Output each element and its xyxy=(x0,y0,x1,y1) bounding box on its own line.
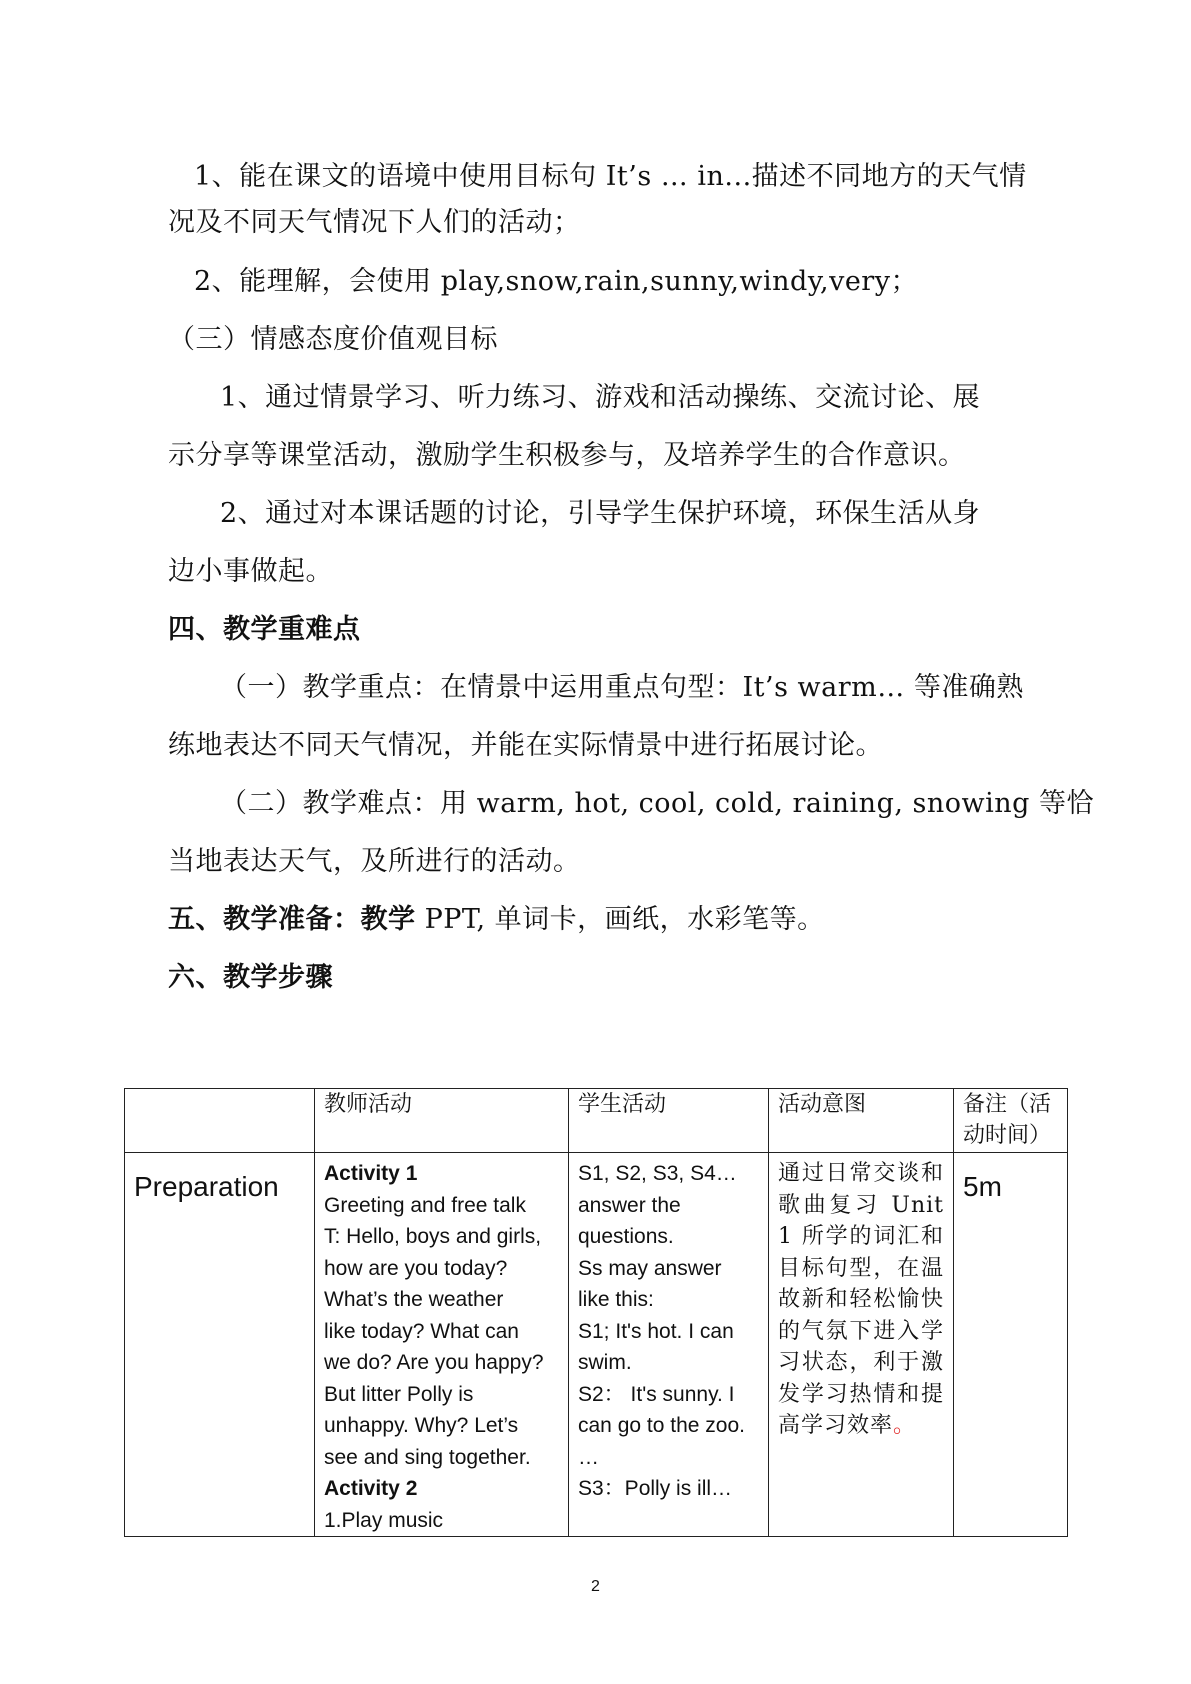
student-line: S1; It's hot. I can xyxy=(578,1319,734,1343)
objective-line-1: 1、能在课文的语境中使用目标句 It’s … in...描述不同地方的天气情 xyxy=(194,161,1027,192)
difficulty-line-2: 当地表达天气，及所进行的活动。 xyxy=(168,846,581,877)
emotion-line-4: 边小事做起。 xyxy=(168,556,333,587)
activity-time: 5m xyxy=(963,1171,1002,1202)
key-point-line-2: 练地表达不同天气情况，并能在实际情景中进行拓展讨论。 xyxy=(168,730,883,761)
section-heading-emotion: （三）情感态度价值观目标 xyxy=(168,324,498,355)
teacher-line: how are you today? xyxy=(324,1256,508,1280)
heading-preparation xyxy=(168,900,825,940)
emotion-line-2: 示分享等课堂活动，激励学生积极参与，及培养学生的合作意识。 xyxy=(168,440,966,471)
purpose-text xyxy=(778,1158,944,1442)
emotion-line-3: 2、通过对本课话题的讨论，引导学生保护环境，环保生活从身 xyxy=(220,498,981,529)
activity-2-title: Activity 2 xyxy=(324,1477,418,1500)
student-line: … xyxy=(578,1445,599,1469)
time-cell xyxy=(954,1153,1068,1537)
student-line: S3：Polly is ill… xyxy=(578,1477,733,1500)
teacher-line: Greeting and free talk xyxy=(324,1193,526,1217)
stage-cell xyxy=(125,1153,315,1537)
stage-name: Preparation xyxy=(134,1171,279,1202)
preparation-bold-word: 教学 xyxy=(360,904,416,935)
teacher-line: What’s the weather xyxy=(324,1288,504,1311)
teacher-line: see and sing together. xyxy=(324,1445,531,1469)
teacher-line: we do? Are you happy? xyxy=(324,1351,544,1374)
teacher-line: unhappy. Why? Let’s xyxy=(324,1414,519,1437)
header-notes-time: 备注（活动时间） xyxy=(954,1089,1068,1153)
teacher-activity-cell xyxy=(315,1153,569,1537)
page-number: 2 xyxy=(591,1578,600,1595)
heading-key-points: 四、教学重难点 xyxy=(168,614,361,645)
student-activity-cell xyxy=(569,1153,769,1537)
header-activity-purpose: 活动意图 xyxy=(769,1089,954,1153)
teaching-steps-table xyxy=(124,1088,1068,1537)
student-line: like this: xyxy=(578,1288,654,1311)
emotion-line-1: 1、通过情景学习、听力练习、游戏和活动操练、交流讨论、展 xyxy=(220,382,981,413)
teacher-line: T: Hello, boys and girls, xyxy=(324,1225,542,1248)
student-line: questions. xyxy=(578,1225,674,1248)
teacher-line: But litter Polly is xyxy=(324,1382,474,1406)
student-line: S2： It's sunny. I xyxy=(578,1382,735,1406)
purpose-body: 通过日常交谈和歌曲复习 Unit 1 所学的词汇和目标句型，在温故新和轻松愉快的气氛下进入学习状态，利于激发学习热情和提高学习效率 xyxy=(778,1161,944,1438)
header-student-activity: 学生活动 xyxy=(569,1089,769,1153)
activity-purpose-cell xyxy=(769,1153,954,1537)
objective-line-3: 2、能理解，会使用 play,snow,rain,sunny,windy,very； xyxy=(194,266,918,297)
teacher-line: like today? What can xyxy=(324,1319,519,1343)
table-header-row xyxy=(125,1089,1068,1153)
objective-line-2: 况及不同天气情况下人们的活动； xyxy=(168,207,581,238)
heading-steps: 六、教学步骤 xyxy=(168,962,333,993)
difficulty-line-1: （二）教学难点：用 warm, hot, cool, cold, raining, snowing 等恰 xyxy=(220,788,1095,819)
student-line: can go to the zoo. xyxy=(578,1414,745,1437)
preparation-items: PPT, 单词卡，画纸，水彩笔等。 xyxy=(415,904,825,935)
teacher-activity-text xyxy=(324,1190,559,1474)
student-line: answer the xyxy=(578,1193,681,1217)
key-point-line-1: （一）教学重点：在情景中运用重点句型：It’s warm… 等准确熟 xyxy=(220,672,1024,703)
teacher-line: 1.Play music xyxy=(324,1508,444,1532)
student-line: swim. xyxy=(578,1351,632,1374)
student-line: Ss may answer xyxy=(578,1256,722,1280)
header-stage xyxy=(125,1089,315,1153)
activity-1-title: Activity 1 xyxy=(324,1162,418,1185)
table-row xyxy=(125,1153,1068,1537)
header-teacher-activity: 教师活动 xyxy=(315,1089,569,1153)
student-line: S1, S2, S3, S4… xyxy=(578,1162,737,1185)
preparation-label: 五、教学准备： xyxy=(168,904,361,935)
purpose-end-mark: 。 xyxy=(893,1413,917,1438)
